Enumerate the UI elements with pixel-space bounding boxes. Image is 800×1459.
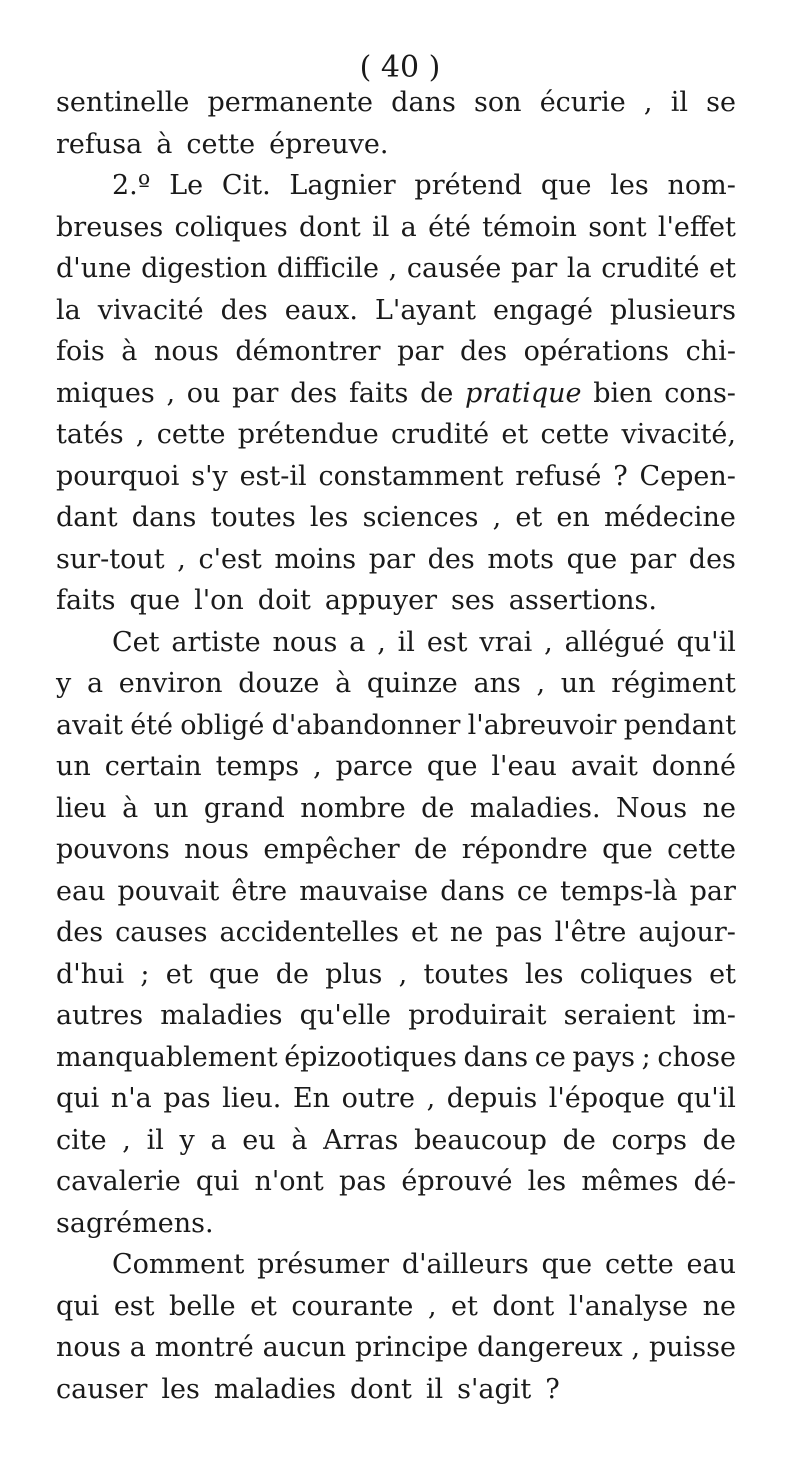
text-line: d'une digestion difficile , causée par la crudité et (56, 253, 736, 284)
text-line: sur-tout , c'est moins par des mots que par des (56, 543, 736, 575)
text-line: Comment présumer d'ailleurs que cette eau (112, 1249, 736, 1280)
text-line: tatés , cette prétendue crudité et cette vivacité, (56, 419, 736, 450)
text-line: 2.º Le Cit. Lagnier prétend que les nom- (112, 170, 736, 201)
text-line: pourquoi s'y est-il constamment refusé ? Cepen- (56, 460, 736, 492)
text-line: manquablement épizootiques dans ce pays ; chose (56, 1041, 736, 1073)
text-line: Cet artiste nous a , il est vrai , allégué qu'il (112, 626, 736, 658)
text-line: lieu à un grand nombre de maladies. Nous ne (56, 792, 736, 824)
text-line: avait été obligé d'abandonner l'abreuvoir pendant (56, 709, 736, 741)
text-line: dant dans toutes les sciences , et en médecine (56, 502, 736, 533)
text-line: d'hui ; et que de plus , toutes les coliques et (56, 958, 736, 990)
text-line: pouvons nous empêcher de répondre que cette (56, 834, 736, 865)
text-line: causer les maladies dont il s'agit ? (56, 1373, 560, 1405)
text-line: sagrémens. (56, 1207, 214, 1239)
text-line: la vivacité des eaux. L'ayant engagé plusieurs (56, 294, 736, 326)
text-line: y a environ douze à quinze ans , un régiment (56, 668, 736, 699)
page-number: ( 40 ) (359, 50, 441, 85)
text-line: eau pouvait être mauvaise dans ce temps-là par (56, 875, 736, 907)
text-line: un certain temps , parce que l'eau avait donné (56, 751, 736, 782)
text-line: fois à nous démontrer par des opérations chi- (56, 336, 736, 367)
text-line: refusa à cette épreuve. (56, 128, 389, 160)
text-line: breuses coliques dont il a été témoin sont l'effet (56, 211, 736, 243)
text-line: faits que l'on doit appuyer ses assertions. (56, 585, 657, 616)
text-line: miques , ou par des faits de pratique bien cons- (56, 377, 736, 409)
text-line: qui est belle et courante , et dont l'analyse ne (56, 1290, 736, 1322)
text-line: cite , il y a eu à Arras beaucoup de corps de (56, 1124, 736, 1156)
text-line: sentinelle permanente dans son écurie , il se (56, 87, 736, 118)
text-line: cavalerie qui n'ont pas éprouvé les mêmes dé- (56, 1166, 736, 1197)
text-line: autres maladies qu'elle produirait seraient im- (56, 1000, 736, 1031)
text-line: qui n'a pas lieu. En outre , depuis l'époque qu'il (56, 1083, 736, 1114)
text-line: nous a montré aucun principe dangereux , puisse (56, 1332, 736, 1363)
text-line: des causes accidentelles et ne pas l'être aujour- (56, 917, 736, 948)
